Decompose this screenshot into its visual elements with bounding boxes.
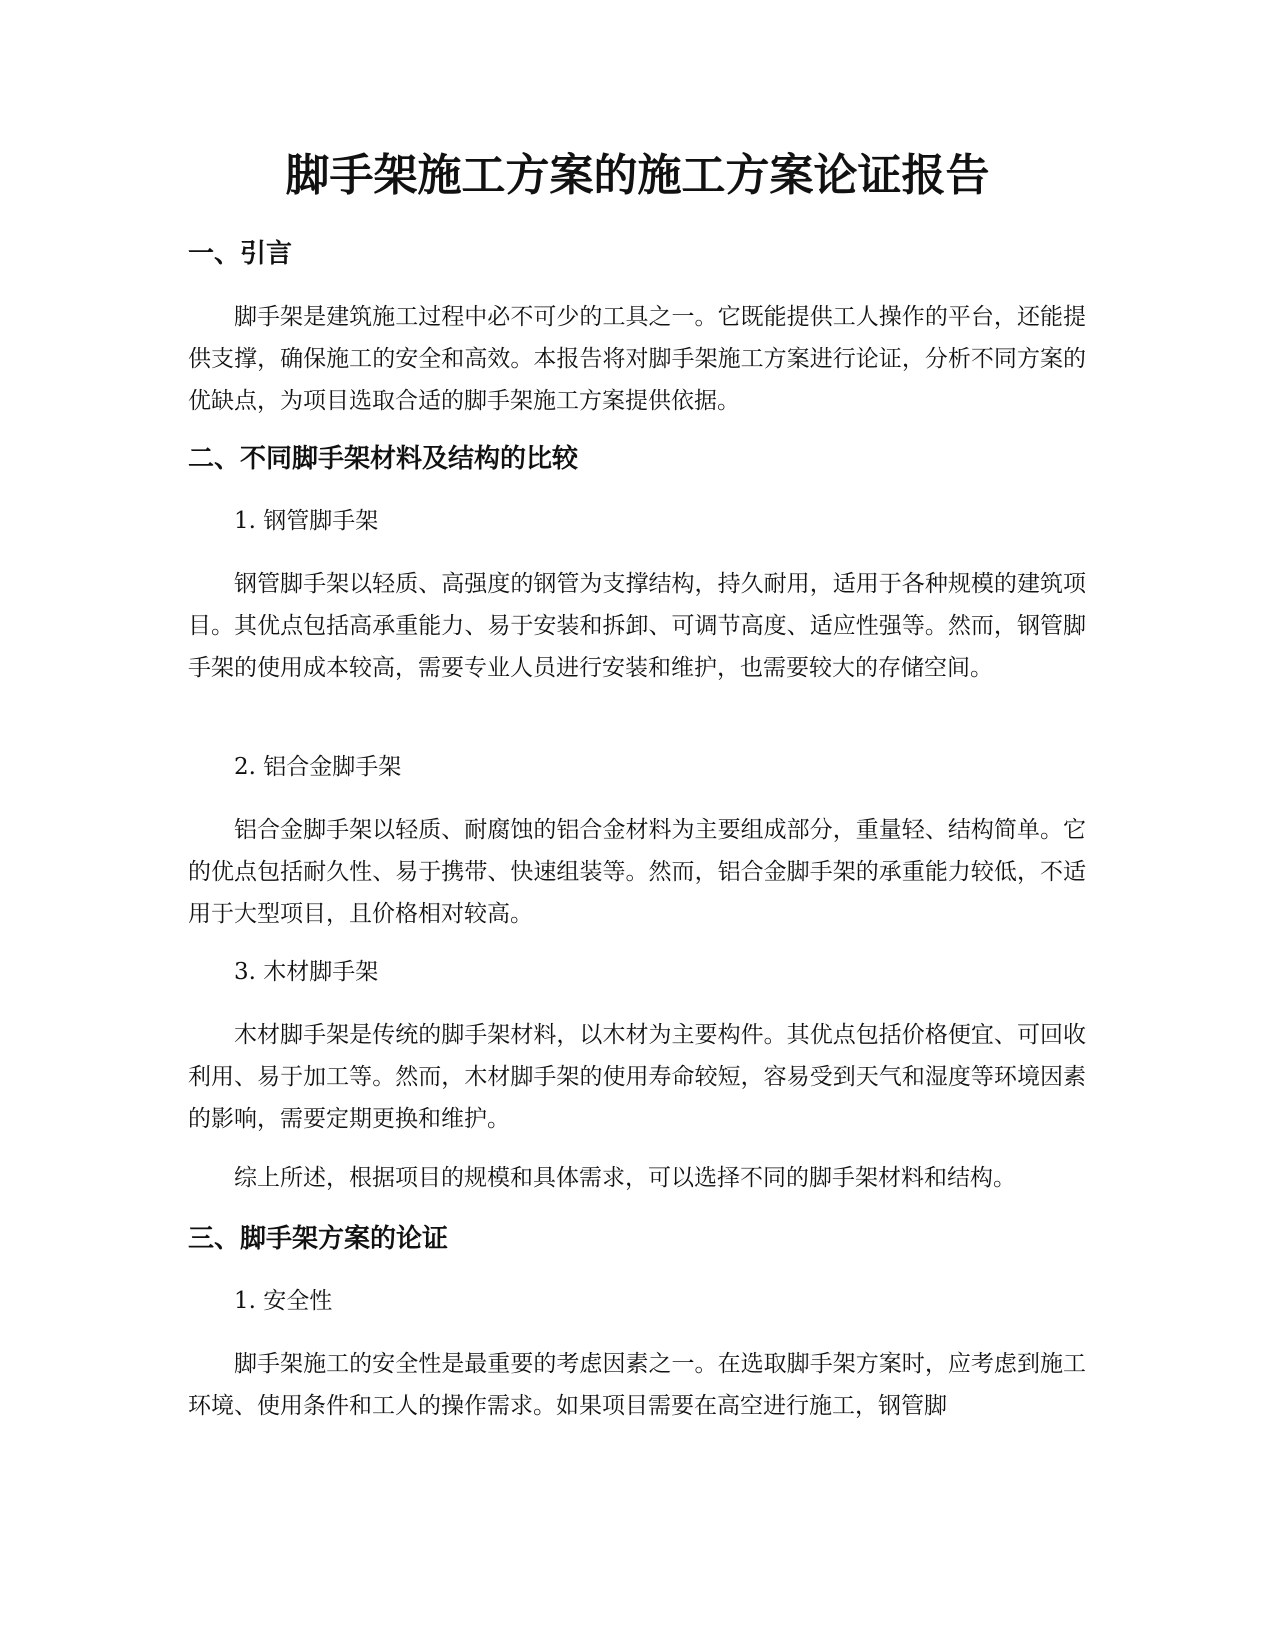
section-heading-comparison: 二、不同脚手架材料及结构的比较 — [188, 444, 579, 474]
subheading-wood-scaffold: 3. 木材脚手架 — [234, 959, 379, 985]
subheading-safety: 1. 安全性 — [234, 1288, 333, 1314]
section-heading-intro: 一、引言 — [188, 239, 293, 269]
intro-paragraph: 脚手架是建筑施工过程中必不可少的工具之一。它既能提供工人操作的平台，还能提供支撑，确保施工的安全和高效。本报告将对脚手架施工方案进行论证，分析不同方案的优缺点，为项目选取合适的脚手架施工方案提供依据。 — [188, 304, 1086, 414]
section-heading-argumentation: 三、脚手架方案的论证 — [188, 1224, 449, 1254]
subheading-steel-scaffold: 1. 钢管脚手架 — [234, 508, 379, 534]
paragraph-steel-scaffold: 钢管脚手架以轻质、高强度的钢管为支撑结构，持久耐用，适用于各种规模的建筑项目。其优点包括高承重能力、易于安装和拆卸、可调节高度、适应性强等。然而，钢管脚手架的使用成本较高，需要专业人员进行安装和维护，也需要较大的存储空间。 — [188, 571, 1086, 681]
subheading-aluminum-scaffold: 2. 铝合金脚手架 — [234, 754, 402, 780]
document-title: 脚手架施工方案的施工方案论证报告 — [285, 150, 990, 201]
paragraph-aluminum-scaffold: 铝合金脚手架以轻质、耐腐蚀的铝合金材料为主要组成部分，重量轻、结构简单。它的优点包括耐久性、易于携带、快速组装等。然而，铝合金脚手架的承重能力较低，不适用于大型项目，且价格相对较高。 — [188, 817, 1086, 927]
paragraph-wood-scaffold: 木材脚手架是传统的脚手架材料，以木材为主要构件。其优点包括价格便宜、可回收利用、易于加工等。然而，木材脚手架的使用寿命较短，容易受到天气和湿度等环境因素的影响，需要定期更换和维护。 — [188, 1022, 1086, 1132]
paragraph-safety: 脚手架施工的安全性是最重要的考虑因素之一。在选取脚手架方案时，应考虑到施工环境、使用条件和工人的操作需求。如果项目需要在高空进行施工，钢管脚 — [188, 1351, 1086, 1419]
comparison-summary: 综上所述，根据项目的规模和具体需求，可以选择不同的脚手架材料和结构。 — [234, 1165, 1016, 1191]
